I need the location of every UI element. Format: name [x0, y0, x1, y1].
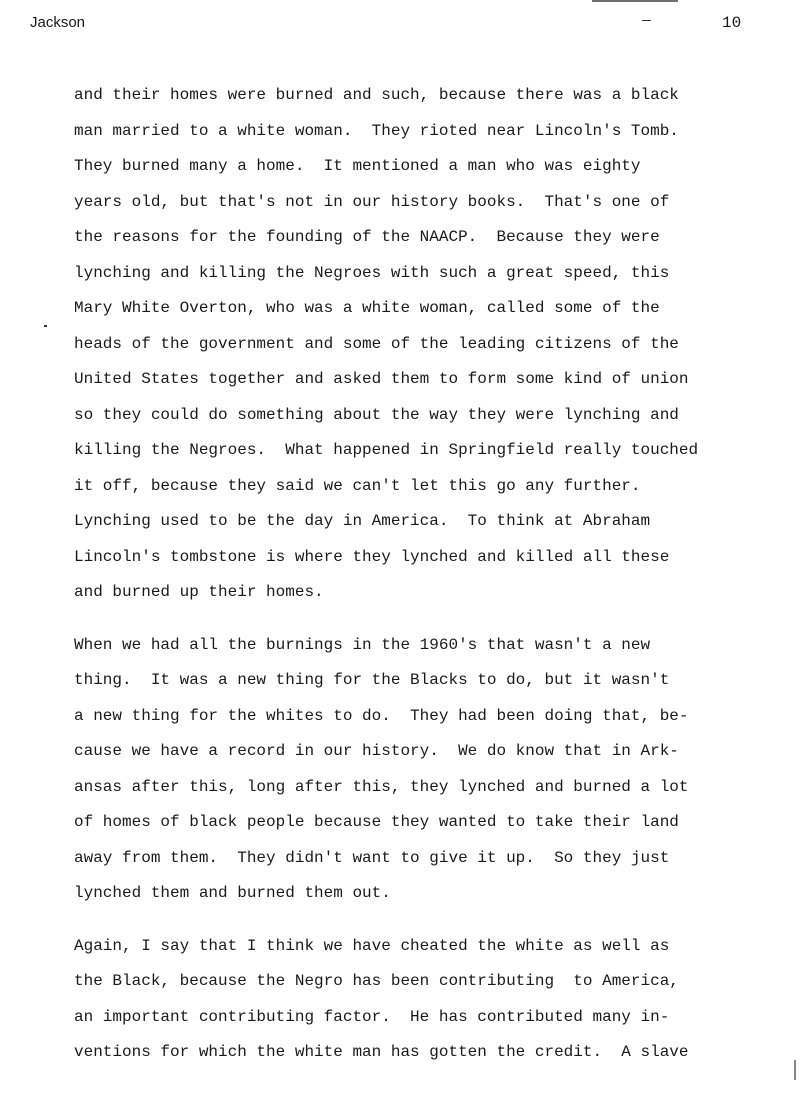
- text-line: an important contributing factor. He has contributed many in-: [74, 1007, 670, 1026]
- scan-artifact-dash: [642, 20, 651, 21]
- text-line: and their homes were burned and such, because there was a black: [74, 86, 679, 104]
- text-line: and burned up their homes.: [74, 583, 324, 601]
- text-line: the Black, because the Negro has been contributing to America,: [74, 972, 679, 990]
- text-line: cause we have a record in our history. We do know that in Ark-: [74, 742, 679, 760]
- document-body: [74, 84, 784, 1077]
- text-line: Mary White Overton, who was a white woman, called some of the: [74, 299, 660, 317]
- text-line: When we had all the burnings in the 1960's that wasn't a new: [74, 635, 651, 654]
- text-line: a new thing for the whites to do. They had been doing that, be-: [74, 706, 689, 725]
- text-line: man married to a white woman. They rioted near Lincoln's Tomb.: [74, 121, 679, 140]
- text-line: ansas after this, long after this, they lynched and burned a lot: [74, 777, 689, 796]
- scan-artifact-right-edge: [794, 1060, 796, 1080]
- text-line: lynching and killing the Negroes with such a great speed, this: [74, 263, 670, 282]
- text-line: the reasons for the founding of the NAACP. Because they were: [74, 228, 660, 246]
- text-line: Lynching used to be the day in America. To think at Abraham: [74, 512, 651, 530]
- text-line: of homes of black people because they wanted to take their land: [74, 813, 679, 831]
- text-line: Again, I say that I think we have cheated the white as well as: [74, 936, 670, 955]
- text-line: killing the Negroes. What happened in Springfield really touched: [74, 441, 699, 459]
- text-line: United States together and asked them to form some kind of union: [74, 370, 689, 388]
- text-line: away from them. They didn't want to give it up. So they just: [74, 848, 670, 867]
- text-line: it off, because they said we can't let this go any further.: [74, 476, 641, 495]
- paragraph: [74, 634, 784, 918]
- paragraph: [74, 84, 784, 617]
- text-line: years old, but that's not in our history books. That's one of: [74, 192, 670, 211]
- text-line: ventions for which the white man has gotten the credit. A slave: [74, 1043, 689, 1061]
- text-line: They burned many a home. It mentioned a man who was eighty: [74, 157, 641, 175]
- text-line: so they could do something about the way they were lynching and: [74, 405, 679, 424]
- scan-artifact-dot: [44, 325, 47, 327]
- text-line: heads of the government and some of the leading citizens of the: [74, 334, 679, 353]
- text-line: Lincoln's tombstone is where they lynched and killed all these: [74, 547, 670, 566]
- running-header-name: Jackson: [30, 14, 86, 31]
- text-line: thing. It was a new thing for the Blacks to do, but it wasn't: [74, 671, 670, 689]
- text-line: lynched them and burned them out.: [74, 884, 391, 902]
- scan-artifact-top: [592, 0, 678, 2]
- paragraph: [74, 935, 784, 1077]
- page-number: 10: [722, 14, 742, 32]
